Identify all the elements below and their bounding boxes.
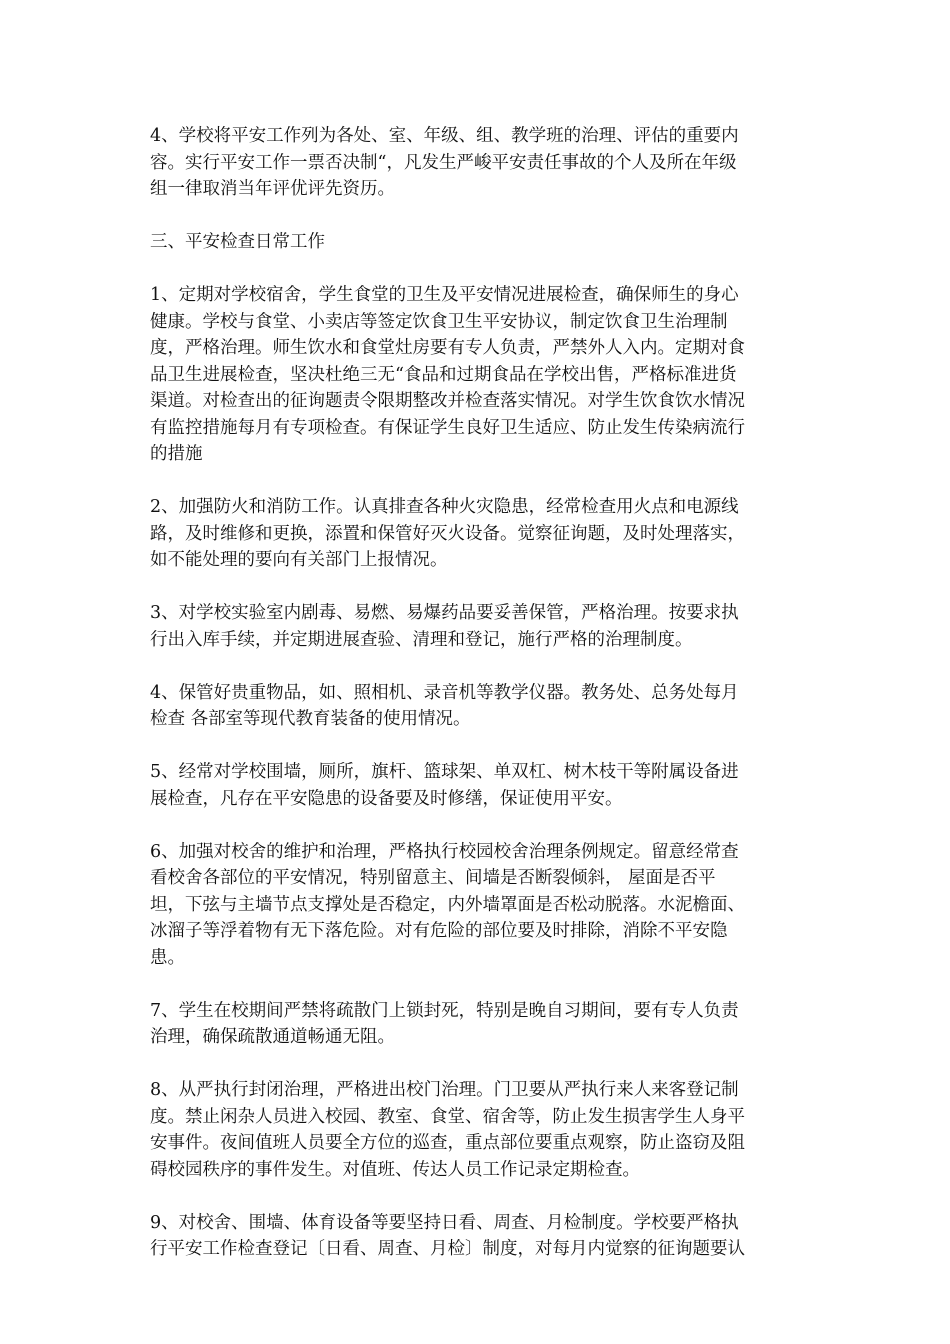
text-line: 3、对学校实验室内剧毒、易燃、易爆药品要妥善保管，严格治理。按要求执 <box>150 603 739 623</box>
text-line: 度，严格治理。师生饮水和食堂灶房要有专人负责，严禁外人入内。定期对食 <box>150 338 745 358</box>
paragraph-item-5 <box>150 759 800 812</box>
text-line: 8、从严执行封闭治理，严格进出校门治理。门卫要从严执行来人来客登记制 <box>150 1080 739 1100</box>
text-line: 组一律取消当年评优评先资历。 <box>150 179 395 199</box>
text-line: 4、保管好贵重物品，如、照相机、录音机等教学仪器。教务处、总务处每月 <box>150 682 739 703</box>
text-line: 安事件。夜间值班人员要全方位的巡查，重点部位要重点观察，防止盗窃及阻 <box>150 1133 745 1153</box>
text-line: 坦，下弦与主墙节点支撑处是否稳定，内外墙罩面是否松动脱落。水泥檐面、 <box>150 894 745 915</box>
text-line: 路，及时维修和更换，添置和保管好灭火设备。觉察征询题，及时处理落实， <box>150 523 745 544</box>
paragraph-item-8 <box>150 1077 800 1183</box>
text-line: 检查 各部室等现代教育装备的使用情况。 <box>150 709 471 729</box>
text-line: 健康。学校与食堂、小卖店等签定饮食卫生平安协议，制定饮食卫生治理制 <box>150 311 728 332</box>
paragraph-item-9 <box>150 1210 800 1263</box>
paragraph-item-7 <box>150 998 800 1051</box>
text-line: 度。禁止闲杂人员进入校园、教室、食堂、宿舍等，防止发生损害学生人身平 <box>150 1106 745 1127</box>
text-line: 2、加强防火和消防工作。认真排查各种火灾隐患，经常检查用火点和电源线 <box>150 497 739 517</box>
text-line: 看校舍各部位的平安情况，特别留意主、间墙是否断裂倾斜， 屋面是否平 <box>150 868 716 888</box>
text-line: 三、平安检查日常工作 <box>150 232 325 252</box>
text-line: 品卫生进展检查，坚决杜绝三无“食品和过期食品在学校出售，严格标准进货 <box>150 364 737 385</box>
text-line: 如不能处理的要向有关部门上报情况。 <box>150 550 448 570</box>
section-heading <box>150 229 800 256</box>
text-line: 容。实行平安工作一票否决制“，凡发生严峻平安责任事故的个人及所在年级 <box>150 152 737 173</box>
text-line: 的措施 <box>150 444 203 464</box>
paragraph-p4-responsibility <box>150 123 800 203</box>
text-line: 行平安工作检查登记〔日看、周查、月检〕制度，对每月内觉察的征询题要认 <box>150 1239 745 1259</box>
text-line: 渠道。对检查出的征询题责令限期整改并检查落实情况。对学生饮食饮水情况 <box>150 391 745 411</box>
text-line: 碍校园秩序的事件发生。对值班、传达人员工作记录定期检查。 <box>150 1159 640 1180</box>
text-line: 4、学校将平安工作列为各处、室、年级、组、教学班的治理、评估的重要内 <box>150 126 739 146</box>
text-line: 治理，确保疏散通道畅通无阻。 <box>150 1027 395 1047</box>
text-line: 行出入库手续，并定期进展查验、清理和登记，施行严格的治理制度。 <box>150 629 693 650</box>
text-line: 9、对校舍、围墙、体育设备等要坚持日看、周查、月检制度。学校要严格执 <box>150 1212 739 1233</box>
text-line: 展检查，凡存在平安隐患的设备要及时修缮，保证使用平安。 <box>150 788 623 809</box>
text-line: 1、定期对学校宿舍，学生食堂的卫生及平安情况进展检查，确保师生的身心 <box>150 285 739 305</box>
text-line: 5、经常对学校围墙，厕所，旗杆、篮球架、单双杠、树木枝干等附属设备进 <box>150 762 739 782</box>
text-line: 冰溜子等浮着物有无下落危险。对有危险的部位要及时排除，消除不平安隐 <box>150 921 728 941</box>
paragraph-item-3 <box>150 600 800 653</box>
paragraph-item-6 <box>150 839 800 972</box>
document-body <box>150 123 800 1289</box>
paragraph-item-4 <box>150 680 800 733</box>
text-line: 患。 <box>150 947 185 968</box>
paragraph-item-1 <box>150 282 800 468</box>
text-line: 有监控措施每月有专项检查。有保证学生良好卫生适应、防止发生传染病流行 <box>150 417 745 438</box>
text-line: 6、加强对校舍的维护和治理，严格执行校园校舍治理条例规定。留意经常查 <box>150 841 739 862</box>
text-line: 7、学生在校期间严禁将疏散门上锁封死，特别是晚自习期间，要有专人负责 <box>150 1000 739 1021</box>
paragraph-item-2 <box>150 494 800 574</box>
